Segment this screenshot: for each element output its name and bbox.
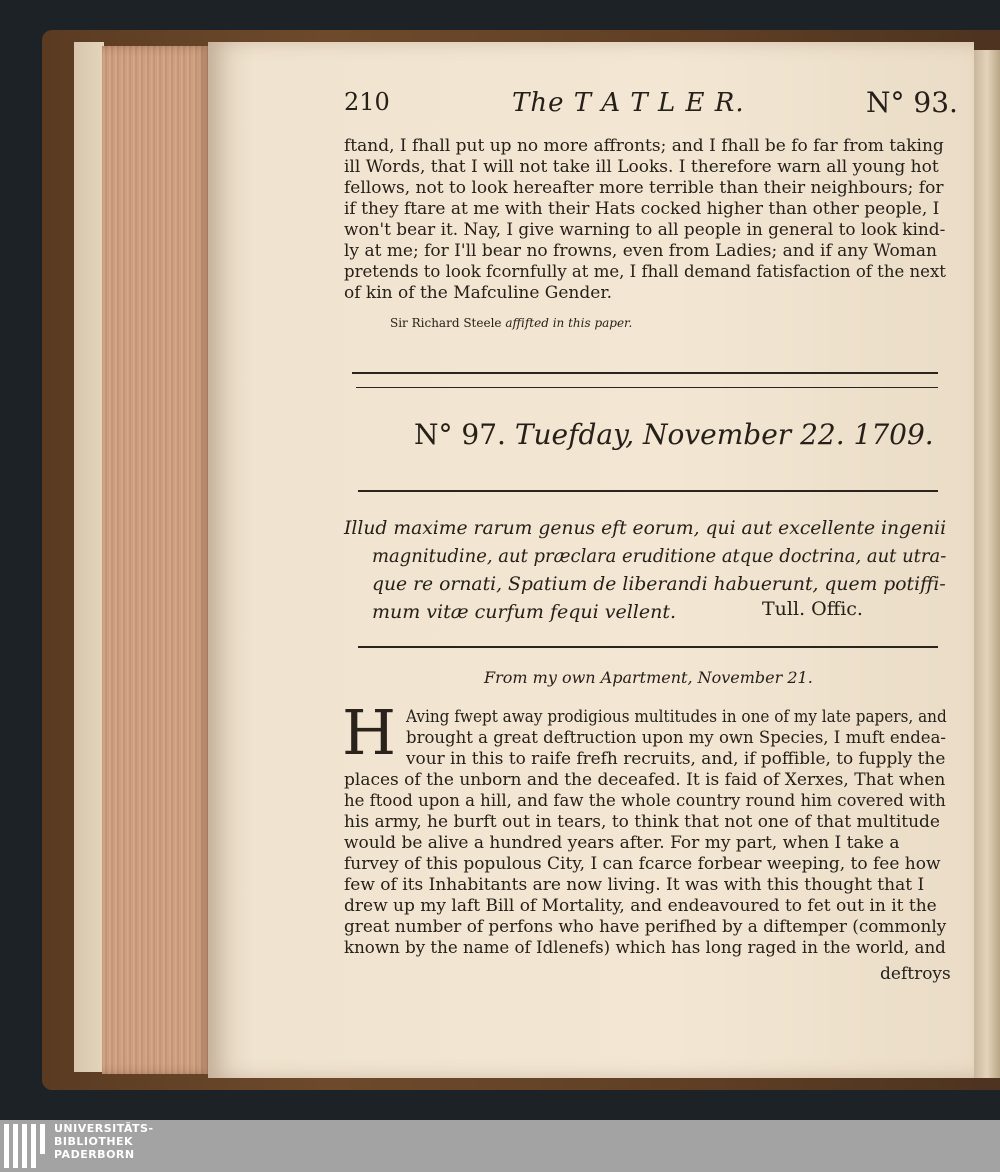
- motto-line: magnitudine, aut præclara eruditione atque doctrina, aut utra-: [372, 545, 947, 567]
- text-line: drew up my laft Bill of Mortality, and endeavoured to fet out in it the: [344, 896, 937, 916]
- motto-line: que re ornati, Spatium de liberandi habuerunt, quem potiffi-: [372, 573, 946, 595]
- rule-top-1: [352, 372, 938, 374]
- text-line: known by the name of Idlenefs) which has long raged in the world, and: [344, 938, 946, 958]
- issue-heading: [414, 418, 934, 451]
- text-line: Aving fwept away prodigious multitudes in one of my late papers, and: [406, 707, 947, 727]
- text-line: if they ftare at me with their Hats cocked higher than other people, I: [344, 199, 940, 219]
- text-line: few of its Inhabitants are now living. It was with this thought that I: [344, 875, 925, 895]
- text-line: his army, he burft out in tears, to think that not one of that multitude: [344, 812, 940, 832]
- credit-name: Sir Richard Steele: [390, 316, 502, 330]
- motto-line: Illud maxime rarum genus eft eorum, qui aut excellente ingenii: [344, 517, 947, 539]
- drop-cap: H: [342, 696, 397, 769]
- text-line: fellows, not to look hereafter more terrible than their neighbours; for: [344, 178, 944, 198]
- text-line: furvey of this populous City, I can fcarce forbear weeping, to fee how: [344, 854, 941, 874]
- text-line: places of the unborn and the deceafed. It is faid of Xerxes, That when: [344, 770, 946, 790]
- text-line: would be alive a hundred years after. For my part, when I take a: [344, 833, 900, 853]
- rule-under-motto: [358, 646, 938, 648]
- library-logo-icon: [4, 1124, 48, 1168]
- text-line: ftand, I fhall put up no more affronts; and I fhall be fo far from taking: [344, 136, 944, 156]
- text-line: ill Words, that I will not take ill Looks. I therefore warn all young hot: [344, 157, 939, 177]
- catchword: deftroys: [880, 964, 951, 984]
- page-number: 210: [344, 88, 390, 116]
- text-line: great number of perfons who have perifhed by a diftemper (commonly: [344, 917, 947, 937]
- inner-board: [74, 42, 104, 1072]
- text-line: pretends to look fcornfully at me, I fhall demand fatisfaction of the next: [344, 262, 946, 282]
- library-name-line: UNIVERSITÄTS-: [54, 1122, 154, 1135]
- rule-under-heading: [358, 490, 938, 492]
- motto-attribution: Tull. Offic.: [762, 598, 863, 620]
- text-line: ly at me; for I'll bear no frowns, even from Ladies; and if any Woman: [344, 241, 937, 261]
- issue-date: Tuefday, November 22. 1709.: [514, 418, 934, 451]
- page-edges: [102, 46, 210, 1074]
- rule-top-2: [356, 387, 938, 388]
- running-title: The T A T L E R.: [512, 88, 745, 118]
- show-through: [372, 330, 377, 346]
- text-line: of kin of the Mafculine Gender.: [344, 283, 612, 303]
- motto-line: mum vitæ curfum fequi vellent.: [372, 601, 677, 623]
- library-name: [54, 1122, 154, 1161]
- text-line: won't bear it. Nay, I give warning to all people in general to look kind-: [344, 220, 946, 240]
- issue-number: N° 97.: [414, 418, 506, 451]
- library-name-line: PADERBORN: [54, 1148, 135, 1161]
- running-head: [344, 86, 958, 124]
- library-footer: [0, 1120, 1000, 1172]
- author-credit: [390, 316, 632, 330]
- text-line: vour in this to raife frefh recruits, and, if poffible, to fupply the: [406, 749, 946, 769]
- library-name-line: BIBLIOTHEK: [54, 1135, 134, 1148]
- right-page-edge: [974, 50, 1000, 1078]
- dateline: From my own Apartment, November 21.: [484, 668, 813, 687]
- text-line: brought a great deftruction upon my own Species, I muft endea-: [406, 728, 947, 748]
- header-issue-number: N° 93.: [866, 86, 958, 119]
- credit-note: affifted in this paper.: [505, 316, 633, 330]
- text-line: he ftood upon a hill, and faw the whole country round him covered with: [344, 791, 946, 811]
